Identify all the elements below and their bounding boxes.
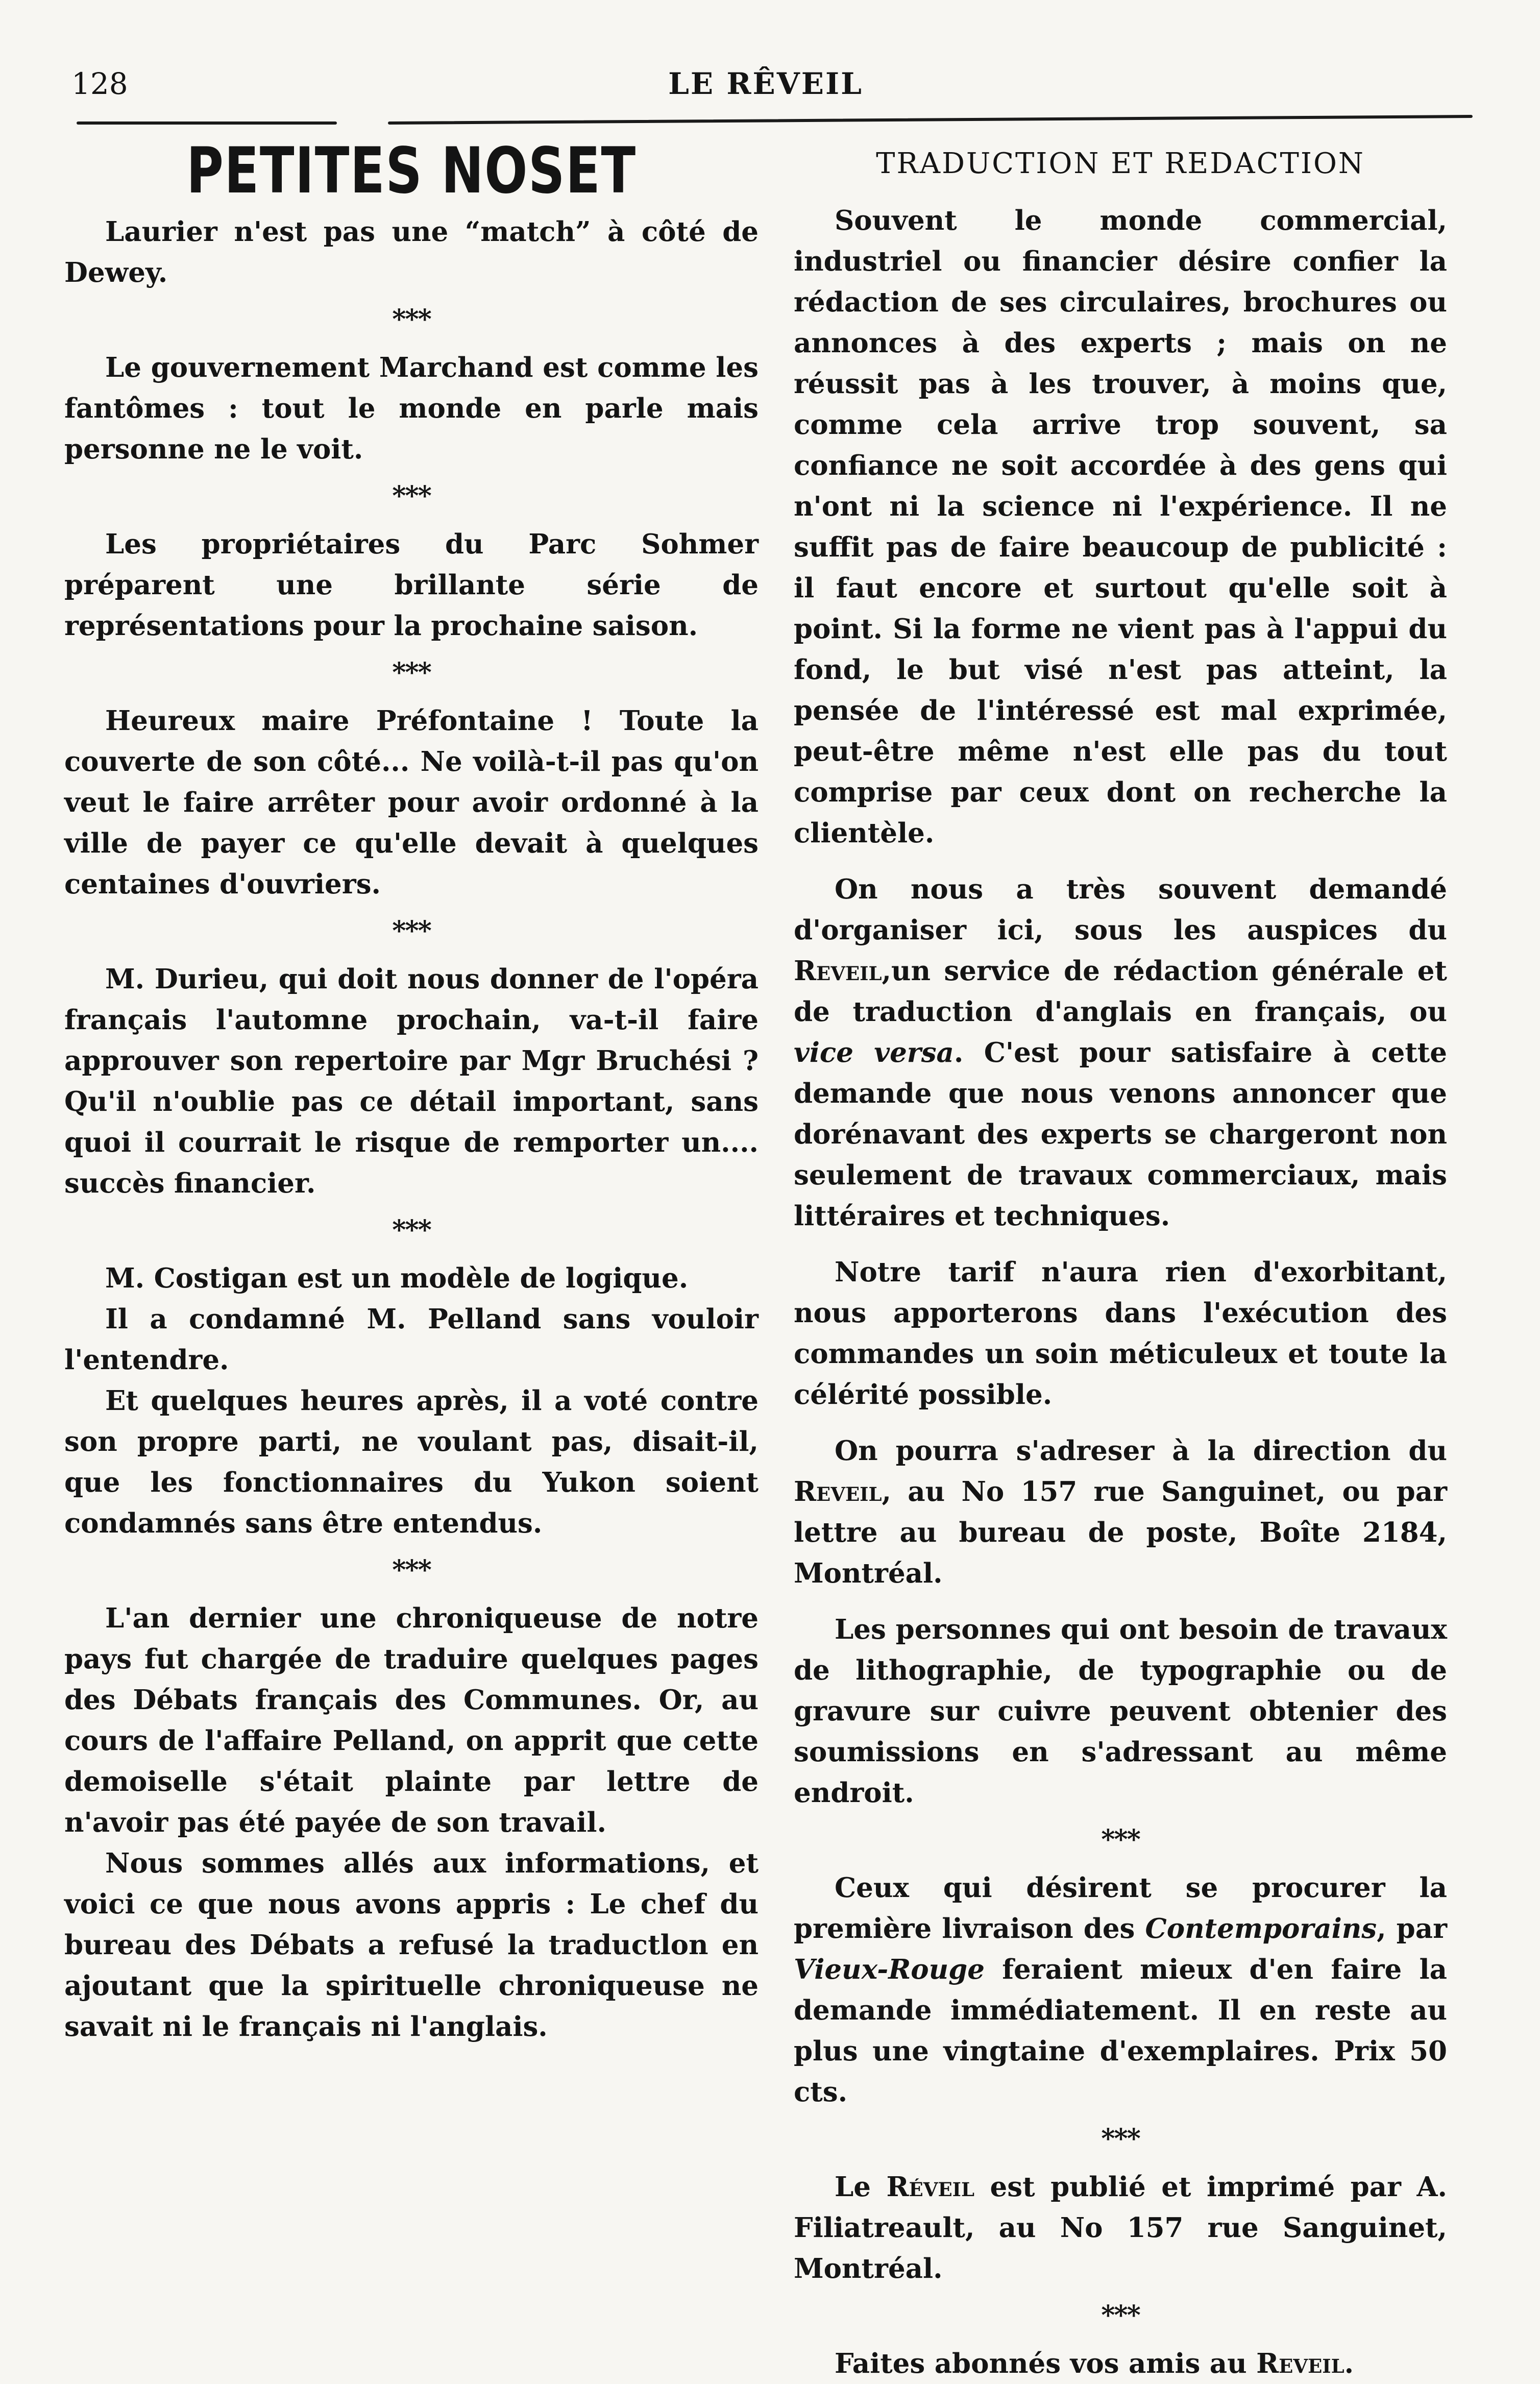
asterism-separator: *** — [392, 1214, 431, 1246]
paragraph: On pourra s'adreser à la direction du Reveil, au No 157 rue Sanguinet, ou par lettre au bureau de poste, Boîte 2184, Montréal. — [794, 1434, 1447, 1589]
paragraph: Les propriétaires du Parc Sohmer préparent une brillante série de représentations pour la prochaine saison. — [64, 528, 759, 642]
asterism-separator: *** — [1101, 2123, 1140, 2154]
paragraph: L'an dernier une chroniqueuse de notre pays fut chargée de traduire quelques pages des Débats français des Communes. Or, au cours de l'affaire Pelland, on apprit que cette demoiselle s'était plainte par lettre de n'avoir pas été payée de son travail. — [64, 1602, 759, 1839]
reveil-name: Reveil — [1256, 2347, 1345, 2379]
section-title-traduction: TRADUCTION ET REDACTION — [876, 147, 1365, 180]
asterism-separator: *** — [1101, 1823, 1140, 1855]
asterism-separator: *** — [392, 915, 431, 947]
asterism-separator: *** — [392, 1554, 431, 1586]
paragraph: Ceux qui désirent se procurer la première livraison des Contemporains, par Vieux-Rouge feraient mieux d'en faire la demande immédiatement. Il en reste au plus une vingtaine d'exemplaires. Prix 50 cts. — [794, 1871, 1448, 2108]
asterism-separator: *** — [392, 480, 431, 512]
paragraph: M. Durieu, qui doit nous donner de l'opéra français l'automne prochain, va-t-il faire approuver son repertoire par Mgr Bruchési ? Qu'il n'oublie pas ce détail important, sans quoi il courrait le risque de remporter un.... succès financier. — [64, 963, 759, 1200]
section-title-petites-noset: PETITES NOSET — [186, 134, 637, 208]
header-rule-left — [77, 121, 337, 125]
italic-author: Vieux-Rouge — [794, 1953, 985, 1985]
page-number: 128 — [71, 66, 128, 101]
italic-title: Contemporains — [1145, 1912, 1377, 1944]
paragraph: Le gouvernement Marchand est comme les fantômes : tout le monde en parle mais personne ne le voit. — [64, 352, 759, 466]
paragraph: Il a condamné M. Pelland sans vouloir l'entendre. — [64, 1303, 759, 1376]
paragraph: Faites abonnés vos amis au Reveil. — [835, 2347, 1354, 2379]
asterism-separator: *** — [1101, 2299, 1140, 2331]
page-header — [71, 66, 1460, 107]
paragraph: Laurier n'est pas une “match” à côté de Dewey. — [64, 216, 759, 289]
paragraph: Heureux maire Préfontaine ! Toute la couverte de son côté... Ne voilà-t-il pas qu'on veut le faire arrêter pour avoir ordonné à la ville de payer ce qu'elle devait à quelques centaines d'ouvriers. — [64, 705, 759, 901]
paragraph: Souvent le monde commercial, industriel ou financier désire confier la rédaction de ses circulaires, brochures ou annonces à des experts ; mais on ne réussit pas à les trouver, à moins que, comme cela arrive trop souvent, sa confiance ne soit accordée à des gens qui n'ont ni la science ni l'expérience. Il ne suffit pas de faire beaucoup de publicité : il faut encore et surtout qu'elle soit à point. Si la forme ne vient pas à l'appui du fond, le but visé n'est pas atteint, la pensée de l'intéressé est mal exprimée, peut-être même n'est elle pas du tout comprise par ceux dont on recherche la clientèle. — [794, 204, 1447, 849]
reveil-name: Reveil — [794, 955, 882, 987]
paragraph: Les personnes qui ont besoin de travaux de lithographie, de typographie ou de gravure sur cuivre peuvent obtenier des soumissions en s'adressant au même endroit. — [794, 1613, 1447, 1809]
paragraph: Nous sommes allés aux informations, et voici ce que nous avons appris : Le chef du bureau des Débats a refusé la traductlon en ajoutant que la spirituelle chroniqueuse ne savait ni le français ni l'anglais. — [64, 1847, 759, 2043]
header-rule-right — [388, 115, 1473, 125]
asterism-separator: *** — [392, 304, 431, 335]
paragraph: Le Réveil est publié et imprimé par A. Filiatreault, au No 157 rue Sanguinet, Montréal. — [794, 2171, 1448, 2284]
left-column — [64, 134, 759, 2047]
masthead: LE RÊVEIL — [668, 66, 863, 101]
paragraph: Notre tarif n'aura rien d'exorbitant, nous apporterons dans l'exécution des commandes un soin méticuleux et toute la célérité possible. — [794, 1256, 1447, 1410]
reveil-name: Reveil — [794, 1475, 882, 1507]
paragraph: M. Costigan est un modèle de logique. — [105, 1262, 689, 1295]
paragraph: On nous a très souvent demandé d'organiser ici, sous les auspices du Reveil,un service de rédaction générale et de traduction d'anglais en français, ou vice versa. C'est pour satisfaire à cette demande que nous venons annoncer que dorénavant des experts se chargeront non seulement de travaux commerciaux, mais littéraires et techniques. — [794, 873, 1448, 1232]
asterism-separator: *** — [392, 657, 431, 689]
paragraph: Et quelques heures après, il a voté contre son propre parti, ne voulant pas, disait-il, que les fonctionnaires du Yukon soient condamnés sans être entendus. — [64, 1385, 759, 1540]
italic-phrase: vice versa — [794, 1036, 954, 1068]
reveil-name: Réveil — [886, 2171, 974, 2203]
right-column — [794, 138, 1447, 2384]
